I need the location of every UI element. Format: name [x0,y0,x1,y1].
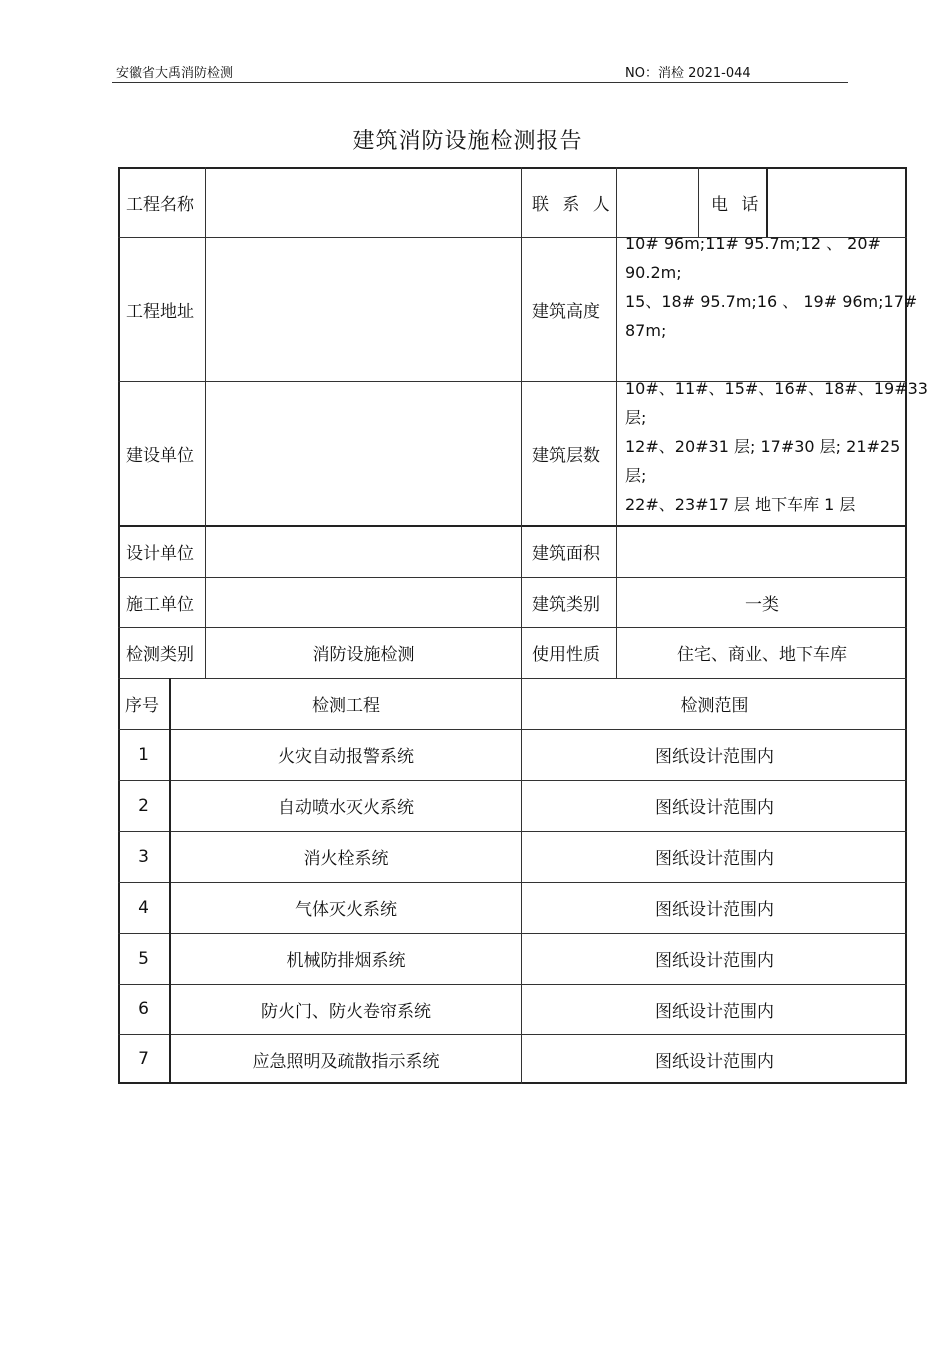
floors-line: 层; [625,466,647,485]
item-project: 机械防排烟系统 [286,951,406,971]
items-header-project: 检测工程 [312,696,380,716]
item-no: 7 [138,1049,149,1069]
floors-line: 12#、20#31 层; 17#30 层; 21#25 [625,437,901,456]
category-label: 建筑类别 [532,594,600,615]
item-project: 防火门、防火卷帘系统 [261,1001,431,1022]
project-name-label: 工程名称 [126,194,194,215]
usage-label: 使用性质 [532,645,600,665]
item-scope: 图纸设计范围内 [655,900,774,920]
inspect-type-value: 消防设施检测 [312,645,415,665]
items-header-scope: 检测范围 [680,696,749,716]
address-value [206,237,521,381]
category-value: 一类 [745,594,779,615]
height-line: 87m; [625,321,667,340]
design-value [206,526,521,577]
area-label: 建筑面积 [532,544,600,564]
floors-line: 22#、23#17 层 地下车库 1 层 [625,495,856,514]
phone-label: 电 话 [711,194,763,215]
item-project: 自动喷水灭火系统 [278,798,414,818]
height-line: 10# 96m;11# 95.7m;12 、 20# [625,234,881,253]
address-label: 工程地址 [126,301,194,322]
page-title: 建筑消防设施检测报告 [352,129,583,154]
floors-line: 层; [625,408,647,427]
height-line: 15、18# 95.7m;16 、 19# 96m;17# [625,292,918,311]
item-project: 火灾自动报警系统 [278,747,414,767]
item-no: 4 [138,897,149,918]
floors-value [625,374,928,519]
inspect-type-label: 检测类别 [126,645,194,665]
floors-label: 建筑层数 [532,445,600,466]
height-value [625,229,917,345]
construction-label: 施工单位 [126,594,194,615]
item-no: 3 [138,846,149,867]
item-scope: 图纸设计范围内 [655,951,774,971]
item-scope: 图纸设计范围内 [655,798,774,818]
design-label: 设计单位 [126,544,194,564]
header-divider [112,82,848,83]
phone-value [768,167,907,237]
builder-value [206,381,521,525]
floors-line: 10#、11#、15#、16#、18#、19#33 [625,379,928,398]
builder-label: 建设单位 [126,445,194,466]
item-no: 6 [138,999,149,1019]
construction-value [206,577,521,627]
height-line: 90.2m; [625,263,682,282]
area-value [617,526,907,577]
header-org: 安徽省大禹消防检测 [116,66,234,81]
item-project: 应急照明及疏散指示系统 [252,1051,440,1072]
item-project: 消火栓系统 [303,849,389,869]
header-report-no: NO：消检 2021-044 [625,66,751,81]
project-name-value [206,167,521,237]
item-no: 2 [138,795,149,816]
item-no: 5 [138,948,149,969]
item-project: 气体灭火系统 [295,900,397,920]
contact-value [617,167,698,237]
item-no: 1 [138,744,149,765]
item-scope: 图纸设计范围内 [655,1001,774,1022]
item-scope: 图纸设计范围内 [655,747,774,767]
height-label: 建筑高度 [532,301,600,322]
item-scope: 图纸设计范围内 [655,1051,774,1072]
item-scope: 图纸设计范围内 [655,849,774,869]
usage-value: 住宅、商业、地下车库 [677,645,847,665]
items-header-no: 序号 [125,696,159,716]
contact-label: 联 系 人 [532,194,614,215]
